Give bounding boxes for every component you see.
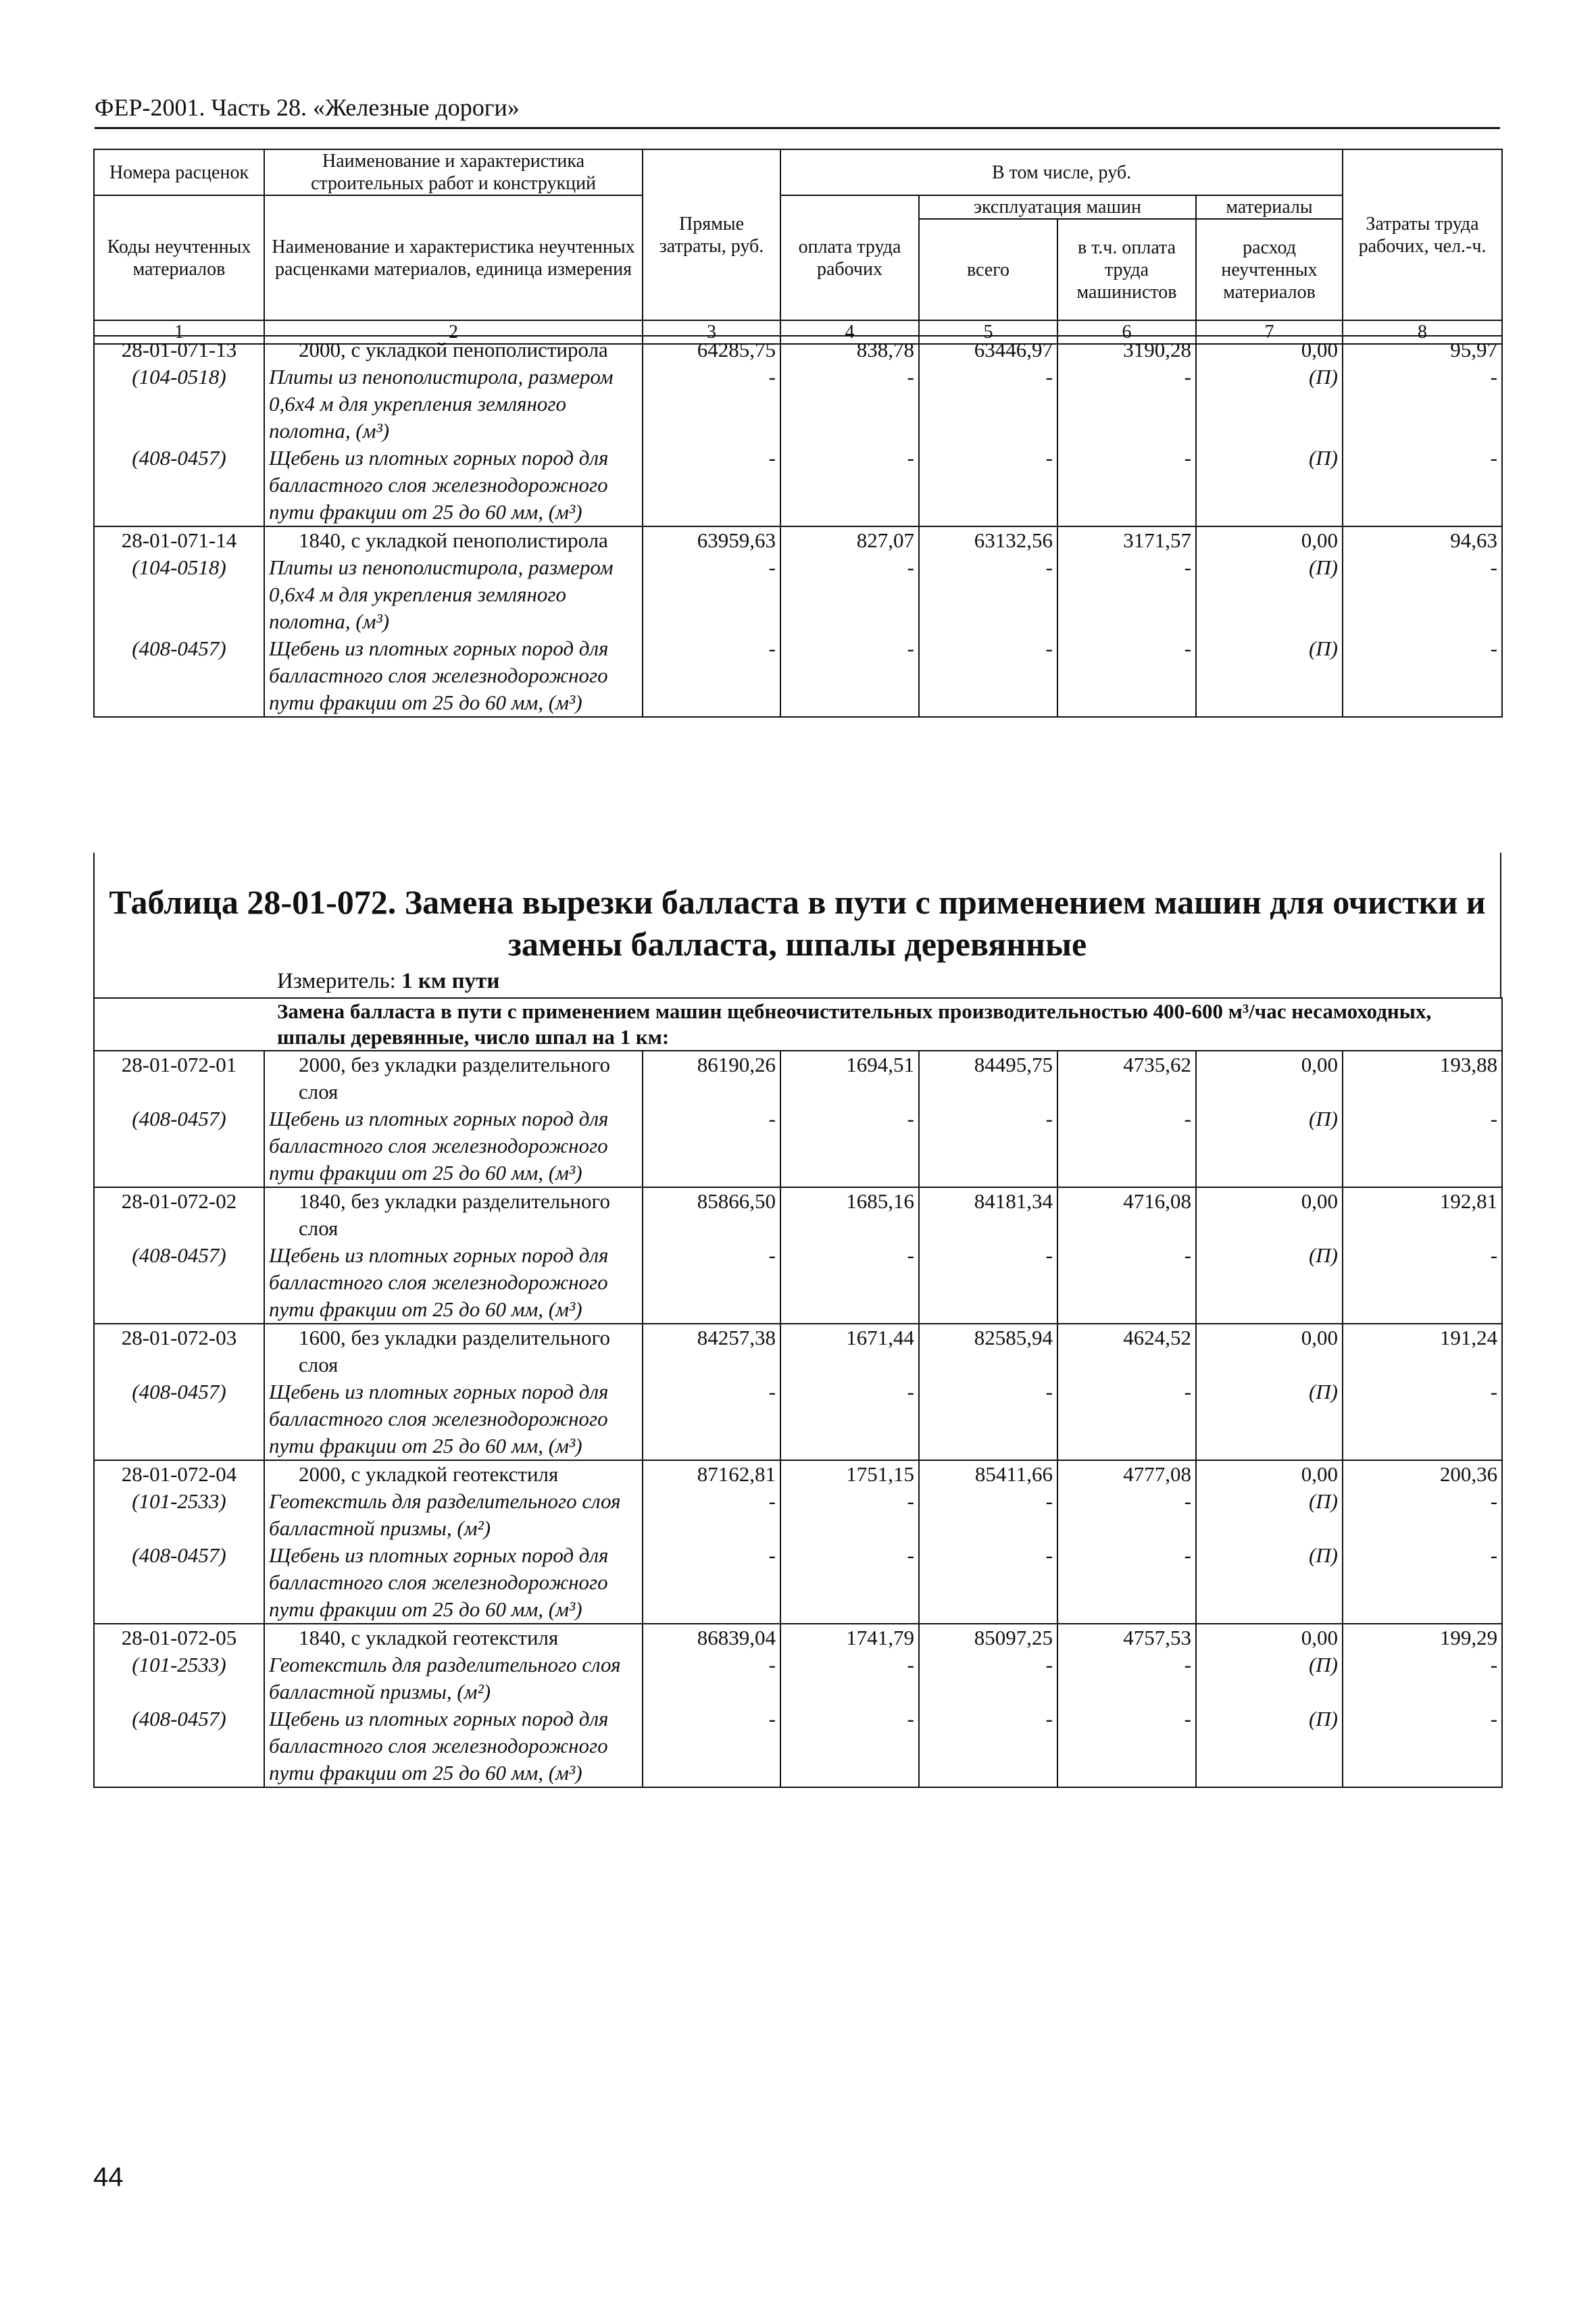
direct-costs-value: 86190,26 [643, 1051, 780, 1105]
worker-pay-dash: - [780, 635, 919, 717]
rate-code: 28-01-072-02 [94, 1187, 264, 1242]
labor-costs-dash: - [1343, 364, 1502, 445]
rate-row [94, 1624, 1502, 1651]
worker-pay-value: 827,07 [780, 526, 919, 554]
direct-costs-dash: - [643, 1378, 780, 1460]
direct-costs-dash: - [643, 1105, 780, 1187]
machine-total-value: 85411,66 [919, 1460, 1057, 1488]
header-rate-numbers: Номера расценок [94, 149, 264, 195]
materials-value: 0,00 [1196, 526, 1343, 554]
materials-marker: (П) [1196, 554, 1343, 635]
machine-total-dash: - [919, 1105, 1057, 1187]
rate-code: 28-01-072-03 [94, 1324, 264, 1378]
labor-costs-dash: - [1343, 1542, 1502, 1624]
section-subtitle: Замена балласта в пути с применением машин щебнеочистительных производительностью 400-600 м³/час несамоходных, шпалы деревянные, число шпал на 1 км: [94, 998, 1502, 1051]
material-name: Щебень из плотных горных пород для балластного слоя железнодорожного пути фракции от 25 до 60 мм, (м³) [264, 445, 643, 526]
header-total: всего [919, 219, 1057, 320]
operator-pay-dash: - [1057, 445, 1196, 526]
material-row [94, 1651, 1502, 1706]
worker-pay-dash: - [780, 445, 919, 526]
material-code: (101-2533) [94, 1651, 264, 1706]
rate-name: 2000, с укладкой пенополистирола [264, 336, 643, 364]
materials-marker: (П) [1196, 1651, 1343, 1706]
materials-value: 0,00 [1196, 336, 1343, 364]
materials-marker: (П) [1196, 1706, 1343, 1787]
operator-pay-dash: - [1057, 635, 1196, 717]
labor-costs-value: 95,97 [1343, 336, 1502, 364]
machine-total-value: 84181,34 [919, 1187, 1057, 1242]
direct-costs-dash: - [643, 364, 780, 445]
header-material-codes: Коды неучтенных материалов [94, 195, 264, 320]
direct-costs-value: 84257,38 [643, 1324, 780, 1378]
header-worker-pay: оплата труда рабочих [780, 195, 919, 320]
frame-line [93, 853, 95, 997]
table-title: Таблица 28-01-072. Замена вырезки балласта в пути с применением машин для очистки и замены балласта, шпалы деревянные [109, 883, 1486, 963]
materials-marker: (П) [1196, 1542, 1343, 1624]
operator-pay-dash: - [1057, 1378, 1196, 1460]
machine-total-dash: - [919, 1242, 1057, 1324]
materials-value: 0,00 [1196, 1624, 1343, 1651]
labor-costs-dash: - [1343, 1651, 1502, 1706]
direct-costs-value: 85866,50 [643, 1187, 780, 1242]
rate-name: 1840, с укладкой геотекстиля [264, 1624, 643, 1651]
materials-marker: (П) [1196, 445, 1343, 526]
rate-name: 2000, без укладки разделительного слоя [264, 1051, 643, 1105]
rate-row [94, 336, 1502, 364]
material-name: Плиты из пенополистирола, размером 0,6х4 м для укрепления земляного полотна, (м³) [264, 554, 643, 635]
operator-pay-value: 3171,57 [1057, 526, 1196, 554]
machine-total-value: 85097,25 [919, 1624, 1057, 1651]
material-code: (408-0457) [94, 1242, 264, 1324]
material-row [94, 554, 1502, 635]
direct-costs-value: 63959,63 [643, 526, 780, 554]
rate-name: 1600, без укладки разделительного слоя [264, 1324, 643, 1378]
rate-code: 28-01-071-13 [94, 336, 264, 364]
material-name: Щебень из плотных горных пород для балластного слоя железнодорожного пути фракции от 25 до 60 мм, (м³) [264, 635, 643, 717]
machine-total-dash: - [919, 1488, 1057, 1542]
machine-total-value: 63132,56 [919, 526, 1057, 554]
labor-costs-dash: - [1343, 1706, 1502, 1787]
column-header-table [93, 149, 1501, 345]
material-code: (104-0518) [94, 554, 264, 635]
labor-costs-value: 199,29 [1343, 1624, 1502, 1651]
material-name: Щебень из плотных горных пород для балластного слоя железнодорожного пути фракции от 25 до 60 мм, (м³) [264, 1542, 643, 1624]
operator-pay-value: 4777,08 [1057, 1460, 1196, 1488]
worker-pay-value: 838,78 [780, 336, 919, 364]
labor-costs-value: 191,24 [1343, 1324, 1502, 1378]
operator-pay-dash: - [1057, 1105, 1196, 1187]
rate-row [94, 1051, 1502, 1105]
material-code: (408-0457) [94, 445, 264, 526]
direct-costs-value: 64285,75 [643, 336, 780, 364]
table-072-title-block [93, 853, 1501, 995]
materials-marker: (П) [1196, 1378, 1343, 1460]
materials-marker: (П) [1196, 364, 1343, 445]
page-number: 44 [93, 2162, 124, 2192]
material-name: Щебень из плотных горных пород для балластного слоя железнодорожного пути фракции от 25 до 60 мм, (м³) [264, 1378, 643, 1460]
operator-pay-dash: - [1057, 1706, 1196, 1787]
material-name: Щебень из плотных горных пород для балластного слоя железнодорожного пути фракции от 25 до 60 мм, (м³) [264, 1706, 643, 1787]
material-code: (408-0457) [94, 1706, 264, 1787]
column-number: 7 [1196, 320, 1343, 344]
materials-marker: (П) [1196, 1105, 1343, 1187]
machine-total-dash: - [919, 1542, 1057, 1624]
worker-pay-dash: - [780, 1242, 919, 1324]
machine-total-value: 63446,97 [919, 336, 1057, 364]
material-name: Щебень из плотных горных пород для балластного слоя железнодорожного пути фракции от 25 до 60 мм, (м³) [264, 1105, 643, 1187]
material-row [94, 1706, 1502, 1787]
rate-code: 28-01-071-14 [94, 526, 264, 554]
material-row [94, 1542, 1502, 1624]
header-material-name: Наименование и характеристика неучтенных расценками материалов, единица измерения [264, 195, 643, 320]
column-number: 1 [94, 320, 264, 344]
column-number: 4 [780, 320, 919, 344]
direct-costs-dash: - [643, 554, 780, 635]
column-number: 2 [264, 320, 643, 344]
labor-costs-dash: - [1343, 1488, 1502, 1542]
frame-line [1500, 853, 1501, 997]
worker-pay-value: 1741,79 [780, 1624, 919, 1651]
labor-costs-dash: - [1343, 1242, 1502, 1324]
material-row [94, 1242, 1502, 1324]
column-number: 5 [919, 320, 1057, 344]
worker-pay-value: 1685,16 [780, 1187, 919, 1242]
operator-pay-dash: - [1057, 1242, 1196, 1324]
labor-costs-dash: - [1343, 1105, 1502, 1187]
header-labor-costs: Затраты труда рабочих, чел.-ч. [1343, 149, 1502, 320]
material-row [94, 445, 1502, 526]
table-071-body [93, 335, 1501, 718]
material-row [94, 1105, 1502, 1187]
machine-total-value: 84495,75 [919, 1051, 1057, 1105]
worker-pay-value: 1694,51 [780, 1051, 919, 1105]
rate-row [94, 1324, 1502, 1378]
worker-pay-dash: - [780, 1706, 919, 1787]
material-row [94, 1378, 1502, 1460]
operator-pay-dash: - [1057, 1651, 1196, 1706]
operator-pay-value: 4735,62 [1057, 1051, 1196, 1105]
material-name: Щебень из плотных горных пород для балластного слоя железнодорожного пути фракции от 25 до 60 мм, (м³) [264, 1242, 643, 1324]
worker-pay-dash: - [780, 1651, 919, 1706]
material-name: Геотекстиль для разделительного слоя балластной призмы, (м²) [264, 1488, 643, 1542]
material-code: (408-0457) [94, 1105, 264, 1187]
page-header [95, 93, 1500, 129]
operator-pay-value: 4624,52 [1057, 1324, 1196, 1378]
column-number: 8 [1343, 320, 1502, 344]
direct-costs-dash: - [643, 635, 780, 717]
labor-costs-value: 192,81 [1343, 1187, 1502, 1242]
machine-total-dash: - [919, 1378, 1057, 1460]
rate-name: 1840, с укладкой пенополистирола [264, 526, 643, 554]
operator-pay-dash: - [1057, 1488, 1196, 1542]
labor-costs-dash: - [1343, 1378, 1502, 1460]
operator-pay-value: 4716,08 [1057, 1187, 1196, 1242]
materials-marker: (П) [1196, 1488, 1343, 1542]
worker-pay-dash: - [780, 554, 919, 635]
rate-code: 28-01-072-04 [94, 1460, 264, 1488]
direct-costs-value: 87162,81 [643, 1460, 780, 1488]
materials-marker: (П) [1196, 635, 1343, 717]
worker-pay-dash: - [780, 1542, 919, 1624]
material-code: (408-0457) [94, 1542, 264, 1624]
machine-total-dash: - [919, 445, 1057, 526]
material-name: Плиты из пенополистирола, размером 0,6х4 м для укрепления земляного полотна, (м³) [264, 364, 643, 445]
column-number: 6 [1057, 320, 1196, 344]
machine-total-dash: - [919, 1651, 1057, 1706]
worker-pay-dash: - [780, 1488, 919, 1542]
materials-value: 0,00 [1196, 1324, 1343, 1378]
rate-row [94, 1187, 1502, 1242]
machine-total-dash: - [919, 635, 1057, 717]
materials-value: 0,00 [1196, 1187, 1343, 1242]
header-material-consumption: расход неучтенных материалов [1196, 219, 1343, 320]
material-code: (408-0457) [94, 1378, 264, 1460]
header-machine-operation: эксплуатация машин [919, 195, 1196, 219]
rate-row [94, 1460, 1502, 1488]
worker-pay-dash: - [780, 364, 919, 445]
material-row [94, 1488, 1502, 1542]
machine-total-value: 82585,94 [919, 1324, 1057, 1378]
direct-costs-dash: - [643, 445, 780, 526]
direct-costs-value: 86839,04 [643, 1624, 780, 1651]
rate-name: 1840, без укладки разделительного слоя [264, 1187, 643, 1242]
direct-costs-dash: - [643, 1542, 780, 1624]
material-code: (408-0457) [94, 635, 264, 717]
worker-pay-value: 1671,44 [780, 1324, 919, 1378]
direct-costs-dash: - [643, 1651, 780, 1706]
machine-total-dash: - [919, 554, 1057, 635]
operator-pay-value: 3190,28 [1057, 336, 1196, 364]
labor-costs-value: 193,88 [1343, 1051, 1502, 1105]
labor-costs-dash: - [1343, 445, 1502, 526]
worker-pay-dash: - [780, 1378, 919, 1460]
material-name: Геотекстиль для разделительного слоя балластной призмы, (м²) [264, 1651, 643, 1706]
header-direct-costs: Прямые затраты, руб. [643, 149, 780, 320]
meter-label: Измеритель: [277, 969, 396, 993]
material-row [94, 364, 1502, 445]
materials-marker: (П) [1196, 1242, 1343, 1324]
table-072-body [93, 997, 1501, 1788]
rate-name: 2000, с укладкой геотекстиля [264, 1460, 643, 1488]
section-subtitle-row [94, 998, 1502, 1051]
machine-total-dash: - [919, 364, 1057, 445]
worker-pay-value: 1751,15 [780, 1460, 919, 1488]
document-title: ФЕР-2001. Часть 28. «Железные дороги» [95, 94, 520, 121]
rate-row [94, 526, 1502, 554]
labor-costs-dash: - [1343, 554, 1502, 635]
meter-value: 1 км пути [401, 969, 500, 993]
direct-costs-dash: - [643, 1242, 780, 1324]
rate-code: 28-01-072-01 [94, 1051, 264, 1105]
rate-code: 28-01-072-05 [94, 1624, 264, 1651]
material-row [94, 635, 1502, 717]
column-number: 3 [643, 320, 780, 344]
labor-costs-value: 200,36 [1343, 1460, 1502, 1488]
meter-line [277, 969, 499, 994]
labor-costs-value: 94,63 [1343, 526, 1502, 554]
machine-total-dash: - [919, 1706, 1057, 1787]
material-code: (104-0518) [94, 364, 264, 445]
materials-value: 0,00 [1196, 1051, 1343, 1105]
operator-pay-dash: - [1057, 1542, 1196, 1624]
header-operator-pay: в т.ч. оплата труда машинистов [1057, 219, 1196, 320]
header-materials: материалы [1196, 195, 1343, 219]
labor-costs-dash: - [1343, 635, 1502, 717]
materials-value: 0,00 [1196, 1460, 1343, 1488]
operator-pay-dash: - [1057, 554, 1196, 635]
operator-pay-value: 4757,53 [1057, 1624, 1196, 1651]
header-including: В том числе, руб. [780, 149, 1343, 195]
material-code: (101-2533) [94, 1488, 264, 1542]
header-work-name: Наименование и характеристика строительных работ и конструкций [264, 149, 643, 195]
direct-costs-dash: - [643, 1706, 780, 1787]
direct-costs-dash: - [643, 1488, 780, 1542]
operator-pay-dash: - [1057, 364, 1196, 445]
worker-pay-dash: - [780, 1105, 919, 1187]
